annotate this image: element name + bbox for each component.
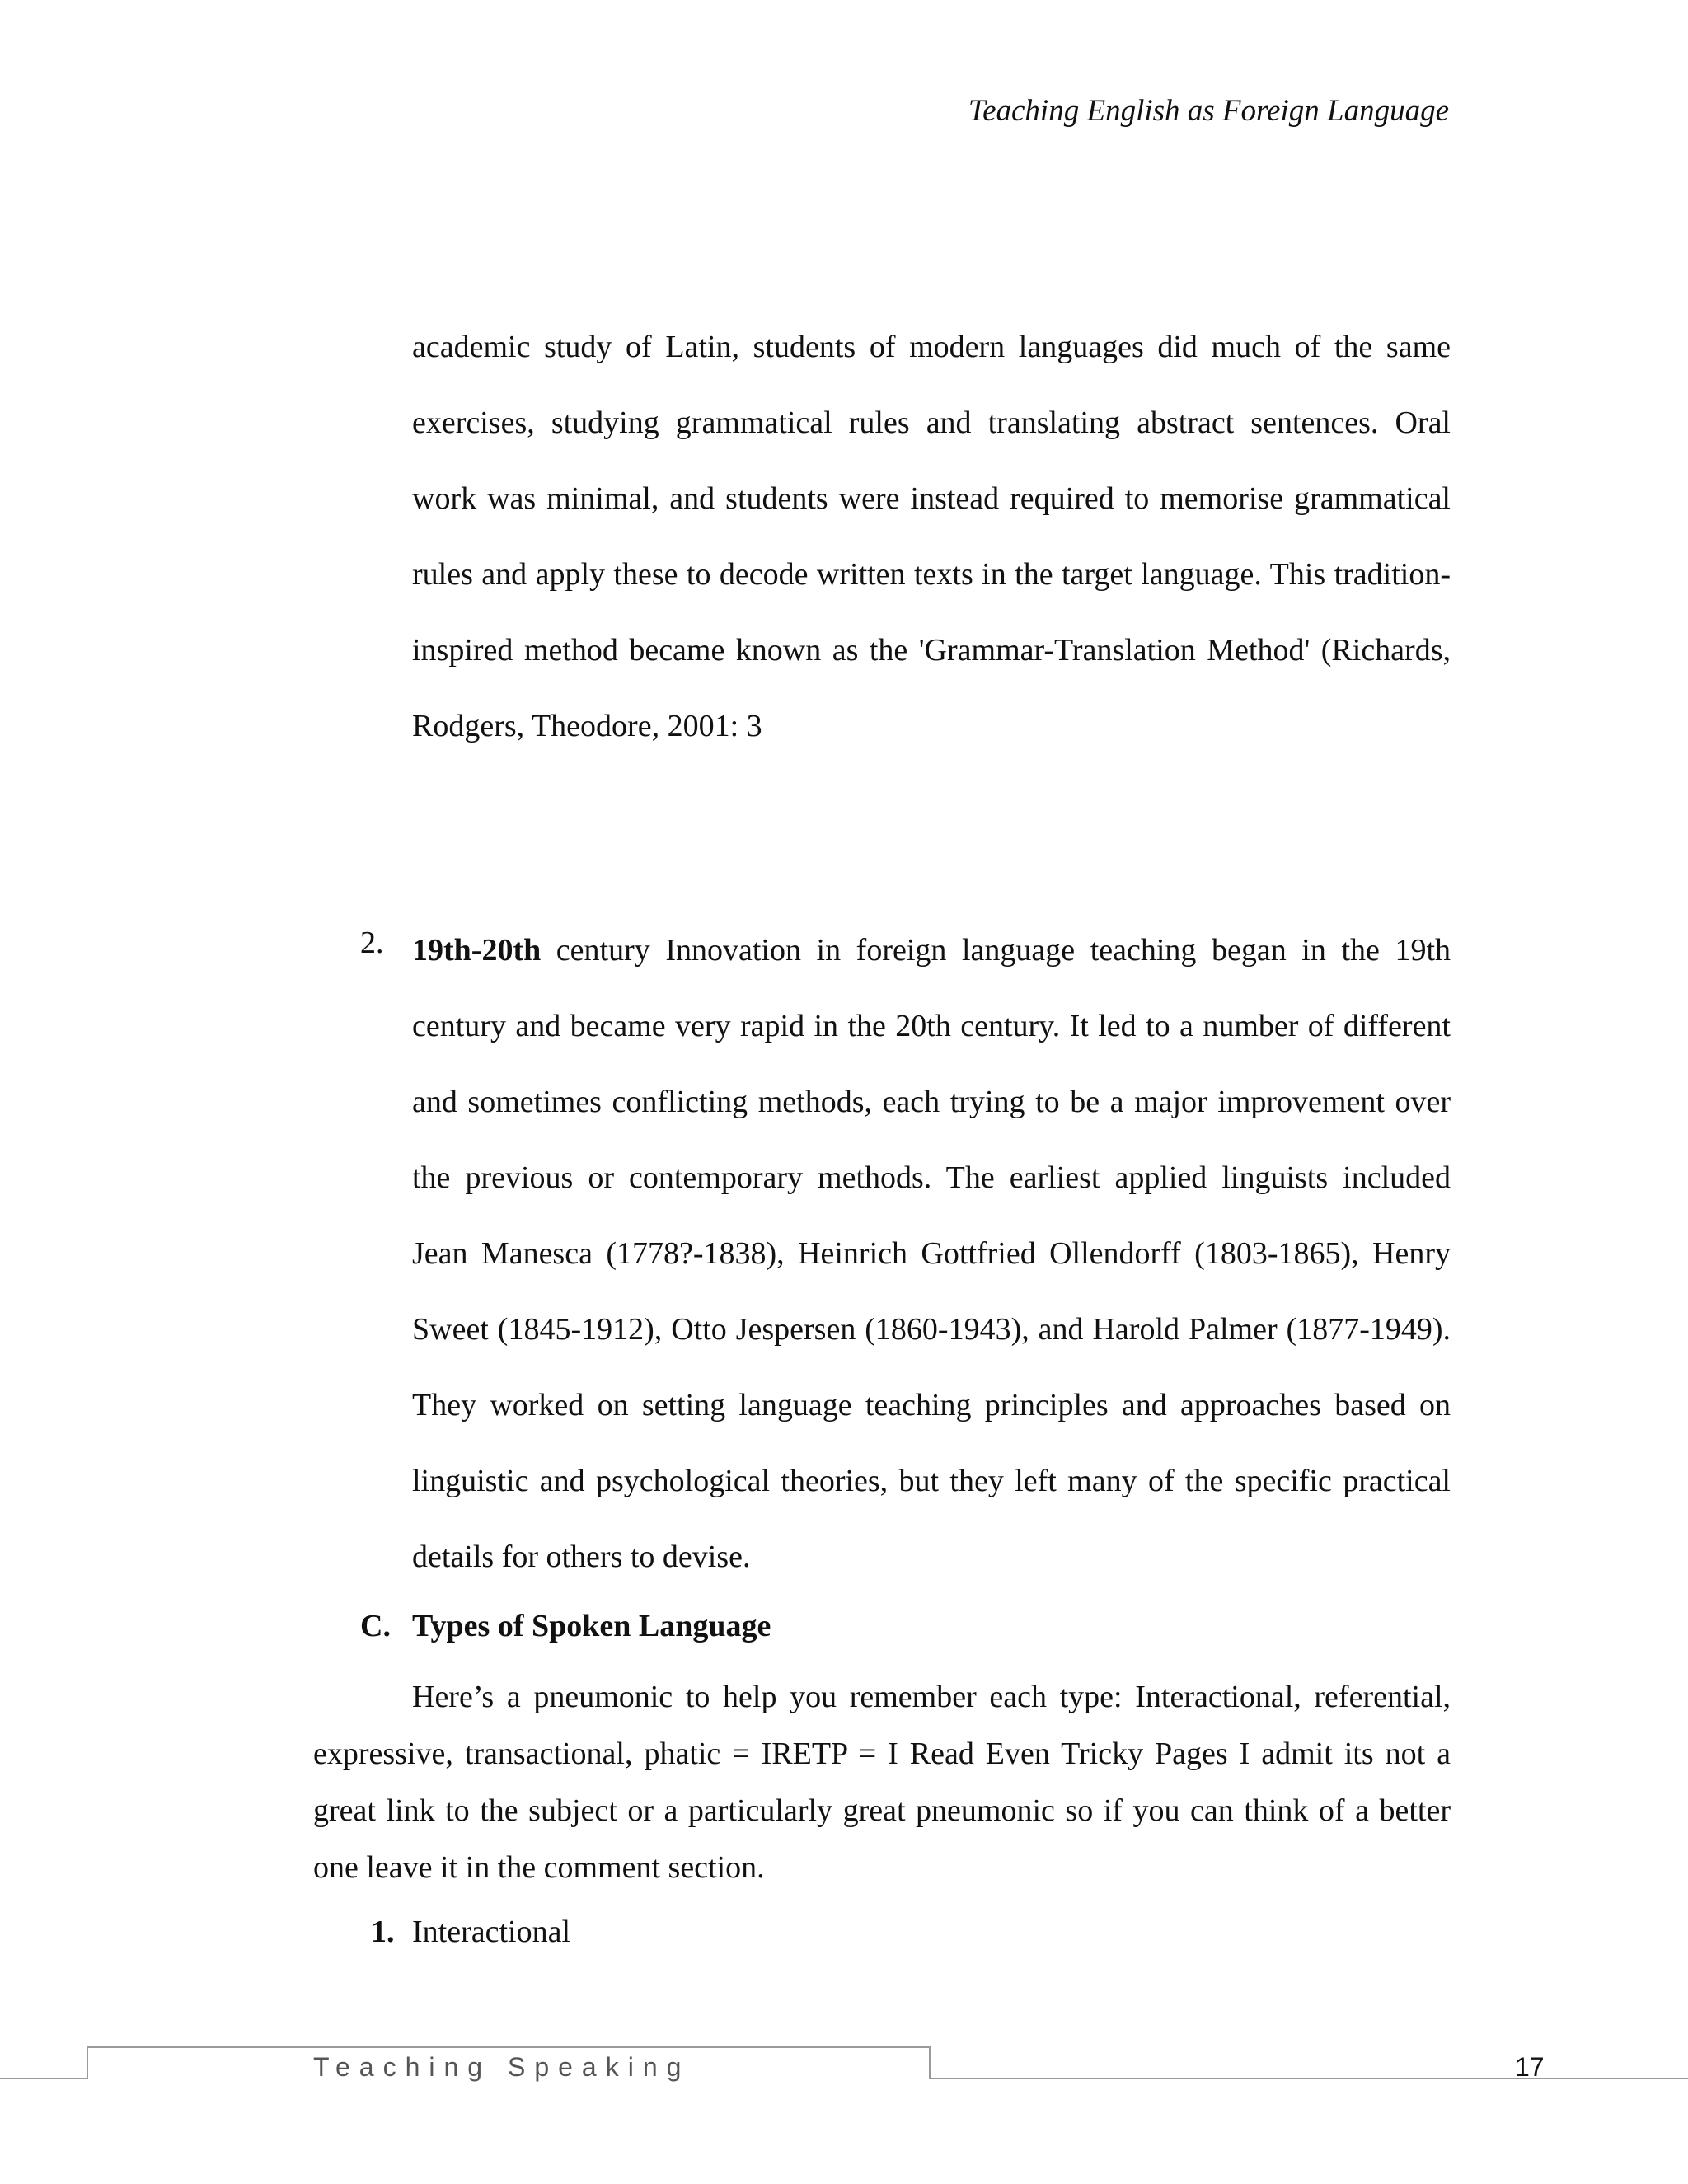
- sub-item-label: Interactional: [412, 1915, 571, 1949]
- page-number: 17: [1515, 2052, 1545, 2082]
- section-heading: [360, 1610, 771, 1642]
- section-title: Types of Spoken Language: [412, 1609, 771, 1643]
- footer-book-title: Teaching Speaking: [313, 2052, 691, 2082]
- item-2-text: century Innovation in foreign language teaching began in the 19th century and became very rapid in the 20th century. It led to a number of different and sometimes conflicting methods, each trying to be a major improvement over the previous or contemporary methods. The earliest applied linguists included Jean Manesca (1778?-1838), Heinrich Gottfried Ollendorff (1803-1865), Henry Sweet (1845-1912), Otto Jespersen (1860-1943), and Harold Palmer (1877-1949). They worked on setting language teaching principles and approaches based on linguistic and psychological theories, but they left many of the specific practical details for others to devise.: [412, 933, 1451, 1574]
- item-2-bold-lead: 19th-20th: [412, 933, 542, 968]
- sub-item-number: 1.: [371, 1915, 395, 1949]
- intro-paragraph: Here’s a pneumonic to help you remember each type: Interactional, referential, expressive, transactional, phatic = IRETP = I Read Even Tricky Pages I admit its not a great link to the subject or a particularly great pneumonic so if you can think of a better one leave it in the comment section.: [313, 1680, 1451, 1885]
- continued-paragraph: academic study of Latin, students of modern languages did much of the same exercises, studying grammatical rules and translating abstract sentences. Oral work was minimal, and students were instead required to memorise grammatical rules and apply these to decode written texts in the target language. This tradition-inspired method became known as the 'Grammar-Translation Method' (Richards, Rodgers, Theodore, 2001: 3: [412, 330, 1451, 743]
- sub-item-interactional: [371, 1916, 570, 1947]
- section-letter: C.: [360, 1609, 391, 1643]
- item-2-paragraph: [412, 912, 1451, 1595]
- running-header: Teaching English as Foreign Language: [968, 94, 1449, 128]
- footer-rule: [0, 2036, 1688, 2085]
- list-number-2: 2.: [360, 926, 384, 960]
